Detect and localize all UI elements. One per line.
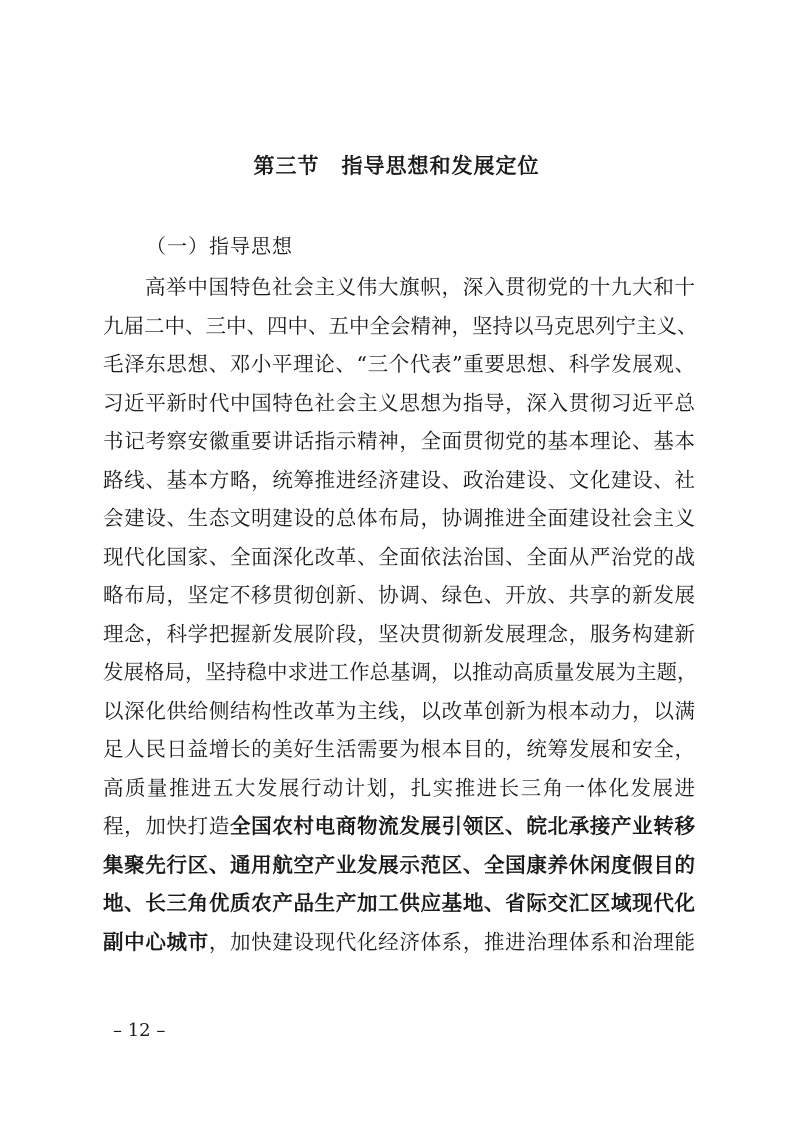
text-line bbox=[103, 422, 695, 461]
text-line bbox=[103, 576, 695, 615]
text-line bbox=[103, 653, 698, 692]
text-line bbox=[103, 769, 695, 808]
text-segment: 高质量推进五大发展行动计划，扎实推进长三角一体化发展进 bbox=[103, 775, 695, 800]
text-line bbox=[103, 461, 695, 500]
text-segment: 程，加快打造 bbox=[103, 814, 230, 838]
emphasized-text: 集聚先行区、通用航空产业发展示范区、全国康养休闲度假目的 bbox=[103, 852, 695, 877]
text-line bbox=[103, 499, 695, 538]
text-line bbox=[103, 846, 695, 885]
text-segment: 毛泽东思想、邓小平理论、“三个代表”重要思想、科学发展观、 bbox=[103, 352, 695, 376]
text-line bbox=[103, 923, 695, 962]
text-segment: 理念，科学把握新发展阶段，坚决贯彻新发展理念，服务构建新 bbox=[103, 621, 695, 646]
text-segment: 路线、基本方略，统筹推进经济建设、政治建设、文化建设、社 bbox=[103, 467, 695, 492]
text-segment: 会建设、生态文明建设的总体布局，协调推进全面建设社会主义 bbox=[103, 506, 695, 530]
text-line bbox=[103, 730, 695, 769]
section-title: 第三节 指导思想和发展定位 bbox=[253, 154, 540, 178]
text-segment: 现代化国家、全面深化改革、全面依法治国、全面从严治党的战 bbox=[103, 544, 695, 569]
text-segment: 略布局，坚定不移贯彻创新、协调、绿色、开放、共享的新发展 bbox=[103, 583, 695, 607]
text-segment: 发展格局，坚持稳中求进工作总基调，以推动高质量发展为主题， bbox=[103, 660, 698, 684]
text-segment: 以深化供给侧结构性改革为主线，以改革创新为根本动力，以满 bbox=[103, 698, 695, 723]
body-paragraph bbox=[103, 268, 698, 961]
text-line bbox=[103, 692, 695, 731]
text-line bbox=[103, 615, 695, 654]
text-line bbox=[103, 807, 695, 846]
text-line bbox=[103, 538, 695, 577]
emphasized-text: 地、长三角优质农产品生产加工供应基地、省际交汇区域现代化 bbox=[103, 891, 695, 915]
text-segment: ，加快建设现代化经济体系，推进治理体系和治理能 bbox=[208, 929, 696, 954]
text-line bbox=[103, 884, 695, 923]
subheading-guiding-ideology: （一）指导思想 bbox=[146, 234, 293, 258]
text-line bbox=[103, 268, 695, 307]
text-line bbox=[103, 384, 695, 423]
text-segment: 足人民日益增长的美好生活需要为根本目的，统筹发展和安全， bbox=[103, 737, 695, 761]
emphasized-text: 全国农村电商物流发展引领区、皖北承接产业转移 bbox=[230, 814, 695, 838]
text-segment: 高举中国特色社会主义伟大旗帜，深入贯彻党的十九大和十 bbox=[145, 275, 695, 299]
page-number: – 12 – bbox=[113, 1020, 166, 1041]
emphasized-text: 副中心城市 bbox=[103, 929, 209, 954]
text-segment: 习近平新时代中国特色社会主义思想为指导，深入贯彻习近平总 bbox=[103, 390, 695, 415]
text-line bbox=[103, 307, 698, 346]
text-segment: 书记考察安徽重要讲话指示精神，全面贯彻党的基本理论、基本 bbox=[103, 429, 695, 453]
text-line bbox=[103, 345, 695, 384]
text-segment: 九届二中、三中、四中、五中全会精神，坚持以马克思列宁主义、 bbox=[103, 313, 698, 338]
